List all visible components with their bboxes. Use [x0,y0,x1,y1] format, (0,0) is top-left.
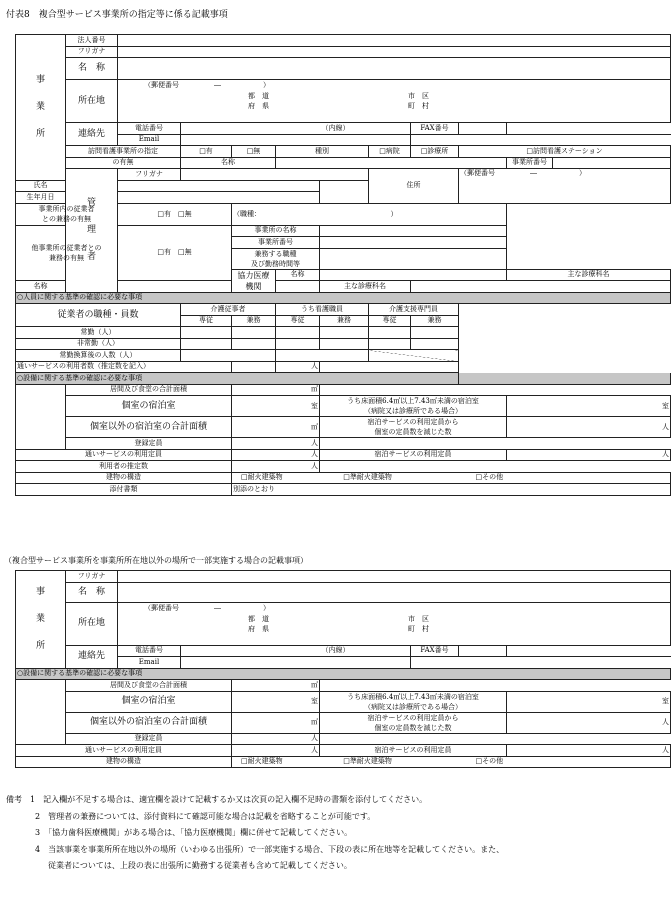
tabu-kenmu-label: 他事業所の従業者との 兼務の有無 [16,225,118,281]
tenpu-value: 別添のとおり [232,484,671,496]
jokin-cell[interactable] [369,327,411,339]
branch-machimura: 町 村 [408,624,429,633]
branch-koshitsu-unit: 室 [232,691,320,712]
kango-kenmu: 兼務 [320,315,369,327]
branch-shukuhaku-teiin-label: 宿泊サービスの利用定員 [320,745,507,757]
taika-checkbox[interactable]: □耐火建築物 [241,473,283,482]
branch-koshitsu-label: 個室の宿泊室 [66,691,232,712]
branch-form-table [15,570,671,768]
shiku-label: 市 区 [408,92,429,100]
shien-kenmu: 兼務 [411,315,459,327]
branch-kayoi-teiin-label: 通いサービスの利用定員 [16,745,232,757]
kyoryoku-meisho-field-2[interactable] [118,281,320,293]
hijokin-cell[interactable] [232,338,276,350]
toroku-label: 登録定員 [66,438,232,450]
kaigo-senju: 専従 [181,315,232,327]
branch-email-field[interactable] [181,657,411,669]
note-3: 3 「協力歯科医療機関」がある場合は、「協力医療機関」欄に併せて記載してください。 [35,828,353,837]
shukuhaku-genzan-label: 宿泊サービスの利用定員から 個室の定員数を減じた数 [320,417,507,438]
riyosha-label: 通いサービスの利用者数（推定数を記入） [16,361,232,373]
koshitsu-label: 個室の宿泊室 [66,396,232,417]
meisho-label: 名 称 [66,58,118,80]
jusho-field[interactable]: （郵便番号 ― ） [459,169,671,204]
branch-sonota-checkbox[interactable]: □その他 [475,757,504,766]
kenmu-shokushu-label: 兼務する職種 及び勤務時間等 [232,248,320,269]
branch-toroku-unit: 人 [232,733,320,745]
houmon-shinryojo[interactable]: □診療所 [411,146,459,158]
kansan-cell[interactable] [276,350,369,362]
branch-furigana-field[interactable] [118,571,671,583]
tabu-meisho-label: 事業所の名称 [232,225,320,237]
houjin-bangou-field[interactable] [118,35,671,47]
meisho-field[interactable] [118,58,671,80]
jokin-cell[interactable] [320,327,369,339]
machimura-label: 町 村 [408,102,429,110]
fax-label: FAX番号 [411,123,459,135]
branch-yukamen-label: うち床面積6.4㎡以上7.43㎡未満の宿泊室 （病院又は診療所である場合） [320,691,507,712]
branch-koshitsu-igai-label: 個室以外の宿泊室の合計面積 [66,712,232,733]
email-label: Email [118,134,181,146]
note-4b: 従業者については、上段の表に出張所に勤務する従業者も含めて記載してください。 [48,861,352,870]
form-title: 付表8 複合型サービス事業所の指定等に係る記載事項 [6,10,228,20]
kaigo-header: 介護従事者 [181,304,276,316]
branch-kyoma-unit: ㎡ [232,680,320,692]
jigyosho-label: 事 業 所 [16,35,66,181]
branch-fuken: 府 県 [248,624,269,633]
jokin-label: 常勤（人） [16,327,181,339]
houmon-label-2: の有無 [66,157,181,169]
branch-setsubi-header: ○設備に関する基準の確認に必要な事項 [16,668,671,680]
kayoi-teiin-unit: 人 [232,449,320,461]
jokin-cell[interactable] [181,327,232,339]
branch-juntaika-checkbox[interactable]: □準耐火建築物 [343,757,392,766]
suitei-unit: 人 [232,461,320,473]
kyoryoku-label: 協力医療 機関 [232,269,276,292]
branch-fax-label: FAX番号 [411,645,459,657]
juntaika-checkbox[interactable]: □準耐火建築物 [343,473,392,482]
kanrisha-label: 管 理 者 [66,169,118,293]
branch-denwa-field[interactable]: （内線） [181,645,411,657]
biko-label: 備考 [6,795,22,804]
koshitsu-igai-label: 個室以外の宿泊室の合計面積 [66,417,232,438]
branch-koshitsu-igai-unit: ㎡ [232,712,320,733]
shokushu-field[interactable]: （職種： ） [232,203,507,225]
branch-kayoi-teiin-unit: 人 [232,745,320,757]
suitei-label: 利用者の推定数 [16,461,232,473]
branch-kyoma-label: 居間及び食堂の合計面積 [66,680,232,692]
branch-shukuhaku-teiin-unit: 人 [507,745,671,757]
houmon-bangou-field[interactable] [553,157,671,169]
shimei-field[interactable] [118,180,320,192]
email-field[interactable] [181,134,411,146]
furigana-label: フリガナ [66,46,118,58]
denwa-label: 電話番号 [118,123,181,135]
koshitsu-unit: 室 [232,396,320,417]
note-1: 1 記入欄が不足する場合は、適宜欄を設けて記載するか又は次頁の記入欄不足時の書類を添付してください。 [30,795,428,804]
denwa-field[interactable]: （内線） [181,123,411,135]
shukuhaku-teiin-label: 宿泊サービスの利用定員 [320,449,507,461]
branch-denwa-label: 電話番号 [118,645,181,657]
hijokin-cell[interactable] [320,338,369,350]
shozaichi-field[interactable] [118,80,671,123]
houmon-byoin[interactable]: □病院 [369,146,411,158]
seinengappi-field[interactable] [118,192,320,204]
houmon-nashi[interactable]: □無 [232,146,276,158]
kanrisha-furigana-label: フリガナ [118,169,181,181]
branch-todo: 都 道 [248,614,269,623]
shien-header: 介護支援専門員 [369,304,459,316]
note-4a: 4 当該事業を事業所所在地以外の場所（いわゆる出張所）で一部実施する場合、下段の表に所在地等を記載してください。また、 [35,844,505,854]
branch-shukuhaku-genzan-unit: 人 [507,712,671,733]
branch-meisho-label: 名 称 [66,582,118,602]
yubin-bangou: （郵便番号 ― ） [144,81,270,89]
kanrisha-furigana-field[interactable] [181,169,369,181]
kaigo-kenmu: 兼務 [232,315,276,327]
kyoryoku-shinryo-label-1: 主な診療科名 [507,269,671,281]
note-2: 2 管理者の兼務については、添付資料にて確認可能な場合は記載を省略することが可能です。 [35,811,376,821]
hijokin-cell[interactable] [181,338,232,350]
branch-fax-field[interactable] [459,645,507,657]
branch-toroku-label: 登録定員 [66,733,232,745]
houmon-station[interactable]: □訪問看護ステーション [459,146,671,158]
kansan-label: 常勤換算後の人数（人） [16,350,181,362]
branch-shozaichi-label: 所在地 [66,602,118,645]
seinengappi-label: 生年月日 [16,192,66,204]
naibu-kenmu-label: 事業所内の従業者 との兼務の有無 [16,203,118,225]
setsubi-section-header: ○設備に関する基準の確認に必要な事項 [16,373,671,385]
houjin-bangou-label: 法人番号 [66,35,118,47]
fax-field[interactable] [459,123,507,135]
kyoryoku-meisho-field-1[interactable] [320,269,507,281]
kansan-cell-diagonal [369,350,459,362]
tabu-meisho-field[interactable] [320,225,507,237]
jokin-cell[interactable] [276,327,320,339]
notes [6,792,624,875]
kyoma-unit: ㎡ [232,384,320,396]
sonota-checkbox[interactable]: □その他 [475,473,504,482]
branch-jigyosho-label: 事 業 所 [16,571,66,669]
branch-shozaichi-field[interactable] [118,602,671,645]
branch-meisho-field[interactable] [118,582,671,602]
shozaichi-label: 所在地 [66,80,118,123]
jokin-cell[interactable] [411,327,459,339]
shien-senju: 専従 [369,315,411,327]
renrakusaki-label: 連絡先 [66,123,118,146]
tabu-bangou-field[interactable] [320,237,507,249]
kyoma-label: 居間及び食堂の合計面積 [66,384,232,396]
kansan-cell[interactable] [181,350,276,362]
branch-kozo-label: 建物の構造 [16,756,232,768]
kyoryoku-meisho-label-2: 名称 [16,281,66,293]
hijokin-cell[interactable] [369,338,411,350]
shimei-label: 氏名 [16,180,66,192]
section2-caption: （複合型サービス事業所を事業所所在地以外の場所で一部実施する場合の記載事項） [4,556,308,565]
branch-yukamen-unit: 室 [507,691,671,712]
kyoryoku-meisho-label-1: 名称 [276,269,320,281]
tabu-bangou-label: 事業所番号 [232,237,320,249]
kozo-label: 建物の構造 [16,472,232,484]
kyoryoku-shinryo-label-2: 主な診療科名 [320,281,411,293]
yukamen-unit: 室 [507,396,671,417]
houmon-shubetsu: 種別 [276,146,369,158]
hijokin-cell[interactable] [276,338,320,350]
jinin-shokushu-label: 従業者の職種・員数 [16,304,181,327]
riyosha-unit: 人 [276,361,320,373]
kango-header: うち看護職員 [276,304,369,316]
branch-shukuhaku-genzan-label: 宿泊サービスの利用定員から 個室の定員数を減じた数 [320,712,507,733]
houmon-bangou-label: 事業所番号 [507,157,553,169]
riyosha-field[interactable] [232,361,276,373]
houmon-meisho-label: 名称 [181,157,276,169]
branch-email-label: Email [118,657,181,669]
main-form-table [15,34,671,496]
hijokin-cell[interactable] [411,338,459,350]
naibu-ari-nashi[interactable]: □有 □無 [118,203,232,225]
fuken-label: 府 県 [248,102,269,110]
shukuhaku-genzan-unit: 人 [507,417,671,438]
branch-furigana-label: フリガナ [66,571,118,583]
houmon-meisho-field[interactable] [276,157,507,169]
tenpu-label: 添付書類 [16,484,232,496]
houmon-label-1: 訪問看護事業所の指定 [66,146,181,158]
todo-label: 都 道 [248,92,269,100]
yukamen-label: うち床面積6.4㎡以上7.43㎡未満の宿泊室 （病院又は診療所である場合） [320,396,507,417]
kenmu-shokushu-field[interactable] [320,248,507,269]
kango-senju: 専従 [276,315,320,327]
kayoi-teiin-label: 通いサービスの利用定員 [16,449,232,461]
branch-renrakusaki-label: 連絡先 [66,645,118,668]
branch-kozo-options[interactable] [232,756,671,768]
koshitsu-igai-unit: ㎡ [232,417,320,438]
houmon-ari[interactable]: □有 [181,146,232,158]
branch-taika-checkbox[interactable]: □耐火建築物 [241,757,283,766]
kyoryoku-shinryo-field-2[interactable] [411,281,671,293]
branch-shiku: 市 区 [408,614,429,623]
jokin-cell[interactable] [232,327,276,339]
jusho-label: 住所 [369,169,459,204]
tabu-ari-nashi[interactable]: □有 □無 [118,225,232,281]
kozo-options[interactable] [232,472,671,484]
hijokin-label: 非常勤（人） [16,338,181,350]
toroku-unit: 人 [232,438,320,450]
branch-yubin: （郵便番号 ― ） [144,603,270,612]
shukuhaku-teiin-unit: 人 [507,449,671,461]
jinin-section-header: ○人員に関する基準の確認に必要な事項 [16,292,671,304]
furigana-field[interactable] [118,46,671,58]
